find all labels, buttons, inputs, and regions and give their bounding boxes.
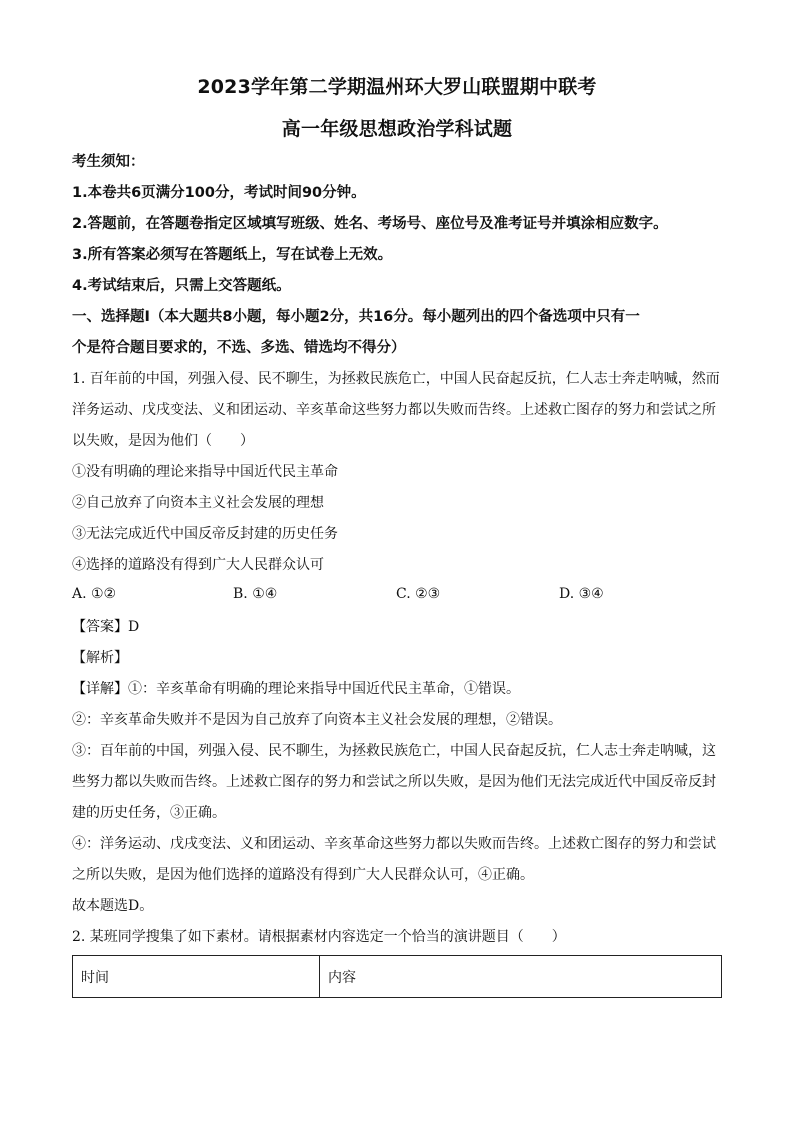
detail-text: ①：辛亥革命有明确的理论来指导中国近代民主革命，①错误。 bbox=[128, 681, 520, 697]
q1-answer bbox=[72, 617, 139, 637]
q1-option-d: D. ③④ bbox=[559, 586, 604, 602]
q1-detail-line1 bbox=[72, 679, 520, 699]
q1-stem-line3: 以失败，是因为他们（ ） bbox=[72, 433, 254, 449]
q1-statement-4: ④选择的道路没有得到广大人民群众认可 bbox=[72, 557, 324, 573]
table-row bbox=[73, 956, 722, 998]
notice-item-4: 4.考试结束后，只需上交答题纸。 bbox=[72, 278, 291, 294]
q1-detail-line2: ②：辛亥革命失败并不是因为自己放弃了向资本主义社会发展的理想，②错误。 bbox=[72, 712, 562, 728]
section-heading-line2: 个是符合题目要求的，不选、多选、错选均不得分） bbox=[72, 340, 406, 356]
q1-option-a: A. ①② bbox=[72, 586, 117, 602]
q1-option-c: C. ②③ bbox=[396, 586, 441, 602]
q1-detail-line3: ③：百年前的中国，列强入侵、民不聊生，为拯救民族危亡，中国人民奋起反抗，仁人志士奔走呐喊，这 bbox=[72, 743, 716, 759]
answer-tag: 【答案】 bbox=[72, 619, 128, 635]
q1-detail-line7: 之所以失败，是因为他们选择的道路没有得到广大人民群众认可，④正确。 bbox=[72, 867, 534, 883]
q1-detail-line4: 些努力都以失败而告终。上述救亡图存的努力和尝试之所以失败，是因为他们无法完成近代中国反帝反封 bbox=[72, 774, 716, 790]
q1-stem-line1: 1. 百年前的中国，列强入侵、民不聊生，为拯救民族危亡，中国人民奋起反抗，仁人志士奔走呐喊，然而 bbox=[72, 371, 720, 387]
exam-subtitle: 高一年级思想政治学科试题 bbox=[281, 118, 513, 140]
section-heading-line1: 一、选择题Ⅰ（本大题共8小题，每小题2分，共16分。每小题列出的四个备选项中只有一 bbox=[72, 309, 640, 325]
q1-statement-2: ②自己放弃了向资本主义社会发展的理想 bbox=[72, 495, 324, 511]
notice-item-3: 3.所有答案必须写在答题纸上，写在试卷上无效。 bbox=[72, 247, 393, 263]
q1-option-b: B. ①④ bbox=[233, 586, 278, 602]
table-header-content: 内容 bbox=[320, 956, 722, 998]
q1-conclusion: 故本题选D。 bbox=[72, 898, 154, 914]
detail-tag: 【详解】 bbox=[72, 681, 128, 697]
table-header-time: 时间 bbox=[73, 956, 320, 998]
exam-title: 2023学年第二学期温州环大罗山联盟期中联考 bbox=[197, 76, 597, 98]
q1-detail-line6: ④：洋务运动、戊戌变法、义和团运动、辛亥革命这些努力都以失败而告终。上述救亡图存的努力和尝试 bbox=[72, 836, 716, 852]
notice-item-2: 2.答题前，在答题卷指定区域填写班级、姓名、考场号、座位号及准考证号并填涂相应数字。 bbox=[72, 216, 668, 232]
q1-detail-line5: 建的历史任务，③正确。 bbox=[72, 805, 226, 821]
q2-stem: 2. 某班同学搜集了如下素材。请根据素材内容选定一个恰当的演讲题目（ ） bbox=[72, 929, 566, 945]
notice-heading: 考生须知： bbox=[72, 154, 145, 170]
q1-statement-1: ①没有明确的理论来指导中国近代民主革命 bbox=[72, 464, 338, 480]
q2-material-table bbox=[72, 955, 722, 998]
q1-analysis-tag: 【解析】 bbox=[72, 650, 128, 666]
q1-stem-line2: 洋务运动、戊戌变法、义和团运动、辛亥革命这些努力都以失败而告终。上述救亡图存的努力和尝试之所 bbox=[72, 402, 716, 418]
notice-item-1: 1.本卷共6页满分100分，考试时间90分钟。 bbox=[72, 185, 366, 201]
answer-value: D bbox=[128, 619, 140, 635]
q1-statement-3: ③无法完成近代中国反帝反封建的历史任务 bbox=[72, 526, 338, 542]
